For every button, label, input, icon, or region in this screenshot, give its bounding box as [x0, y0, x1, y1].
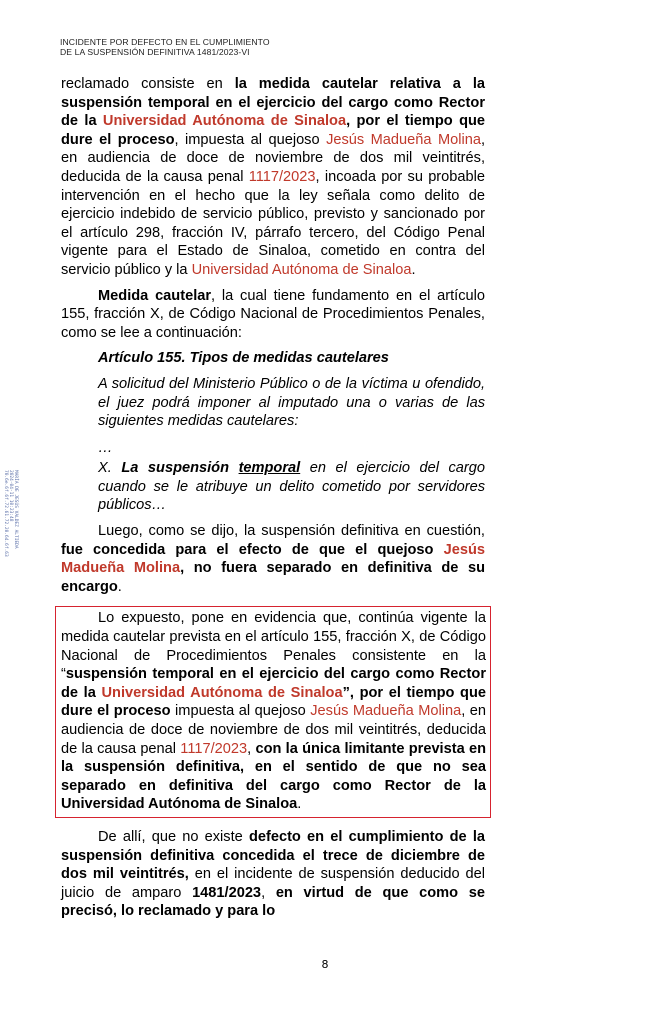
text: , en audiencia de doce de noviembre de dos mil veintitrés, deducida de la causa penal — [61, 703, 487, 757]
text: , impuesta al quejoso — [174, 131, 327, 148]
text: . — [297, 796, 302, 813]
text: , — [261, 884, 276, 901]
bold-text: defecto en el cumplimiento de la suspensión definitiva concedida el trece de diciembre de dos mil veintitrés, — [61, 828, 485, 883]
header-line-1: INCIDENTE POR DEFECTO EN EL CUMPLIMIENTO — [60, 37, 270, 47]
text: X. — [98, 460, 122, 477]
quote-body: A solicitud del Ministerio Público o de la víctima u ofendido, el juez podrá imponer al imputado una o varias de las siguientes medidas cautelares: — [98, 375, 485, 430]
bold-text: , por el tiempo que dure el proceso — [61, 113, 486, 148]
highlight-name: Universidad Autónoma de Sinaloa — [101, 684, 343, 701]
text: . — [117, 578, 122, 595]
text: . — [411, 261, 416, 278]
page-number: 8 — [321, 958, 329, 971]
highlight-name: Universidad Autónoma de Sinaloa — [102, 113, 347, 130]
paragraph-4 — [61, 609, 486, 814]
bold-text: La suspensión — [121, 460, 239, 477]
page-body — [61, 75, 485, 928]
highlight-name: Jesús Madueña Molina — [310, 703, 462, 720]
paragraph-3 — [61, 522, 485, 596]
bold-text: en virtud de que como se precisó, lo reclamado y para lo — [61, 884, 485, 920]
electronic-signature-margin — [3, 470, 20, 630]
bold-text: ”, por el tiempo que dure el proceso — [61, 684, 486, 720]
text: impuesta al quejoso — [170, 703, 311, 720]
text: Luego, como se dijo, la suspensión definitiva en cuestión, — [98, 523, 485, 540]
highlight-case-number: 1117/2023 — [180, 740, 248, 757]
paragraph-1 — [61, 75, 485, 280]
text: reclamado consiste en — [61, 76, 235, 92]
signature-name: MARÍA DE JESÚS VALDEZ ALTIEDA — [13, 470, 18, 549]
bold-text: Medida cautelar — [98, 287, 212, 304]
paragraph-2 — [61, 287, 485, 343]
text: De allí, que no existe — [98, 828, 249, 845]
running-header — [60, 37, 270, 57]
bold-text: 1481/2023 — [192, 884, 262, 901]
highlight-name: Universidad Autónoma de Sinaloa — [191, 261, 412, 278]
underlined-text: temporal — [238, 460, 301, 477]
paragraph-5 — [61, 828, 485, 921]
highlight-name: Jesús Madueña Molina — [61, 541, 485, 577]
quote-fraction-x — [98, 459, 485, 515]
text: , — [247, 740, 256, 757]
text: , incoada por su probable intervención en el hecho que la ley señala como delito de ejercicio indebido de servicio público, previsto y sancionado por el artículo 298, fracción IV, párrafo tercero, del Código Penal vigente para el Estado de Sinaloa, cometido en contra del servicio público y la — [61, 168, 485, 278]
signature-date: 2024-04-11 10:23:48 — [8, 470, 13, 522]
bold-text: , no fuera separado en definitiva de su encargo — [61, 560, 485, 595]
text: , la cual tiene fundamento en el artículo 155, fracción X, de Código Nacional de Procedimientos Penales, como se lee a continuación: — [61, 287, 485, 341]
text: Lo expuesto, pone en evidencia que, continúa vigente la medida cautelar prevista en el artículo 155, fracción X, de Código Nacional de Procedimientos Penales consistente en la “ — [61, 610, 486, 683]
signature-hash: 70.6e.6f.6f.72.61.72.20.64.6f.63 — [3, 470, 8, 557]
text: en el ejercicio del cargo cuando se le atribuye un delito cometido por servidores públicos… — [98, 460, 486, 514]
bold-text: suspensión temporal en el ejercicio del cargo como Rector de la — [61, 666, 486, 701]
quote-title: Artículo 155. Tipos de medidas cautelares — [98, 350, 389, 367]
header-line-2: DE LA SUSPENSIÓN DEFINITIVA 1481/2023-VI — [60, 47, 250, 57]
quote-ellipsis: … — [98, 439, 113, 456]
bold-text: la medida cautelar relativa a la suspensión temporal en el ejercicio del cargo como Rector de la — [61, 76, 485, 130]
text: , en audiencia de doce de noviembre de dos mil veintitrés, deducida de la causa penal — [61, 131, 486, 185]
text: en el incidente de suspensión deducido del juicio de amparo — [61, 866, 485, 901]
bold-text: fue concedida para el efecto de que el quejoso — [61, 541, 444, 558]
highlight-case-number: 1117/2023 — [248, 168, 316, 185]
highlight-name: Jesús Madueña Molina — [326, 131, 481, 148]
highlighted-box — [55, 606, 491, 818]
bold-text: con la única limitante prevista en la suspensión definitiva, en el sentido de que no sea separado en definitiva del cargo como Rector de la Universidad Autónoma de Sinaloa — [61, 740, 487, 813]
